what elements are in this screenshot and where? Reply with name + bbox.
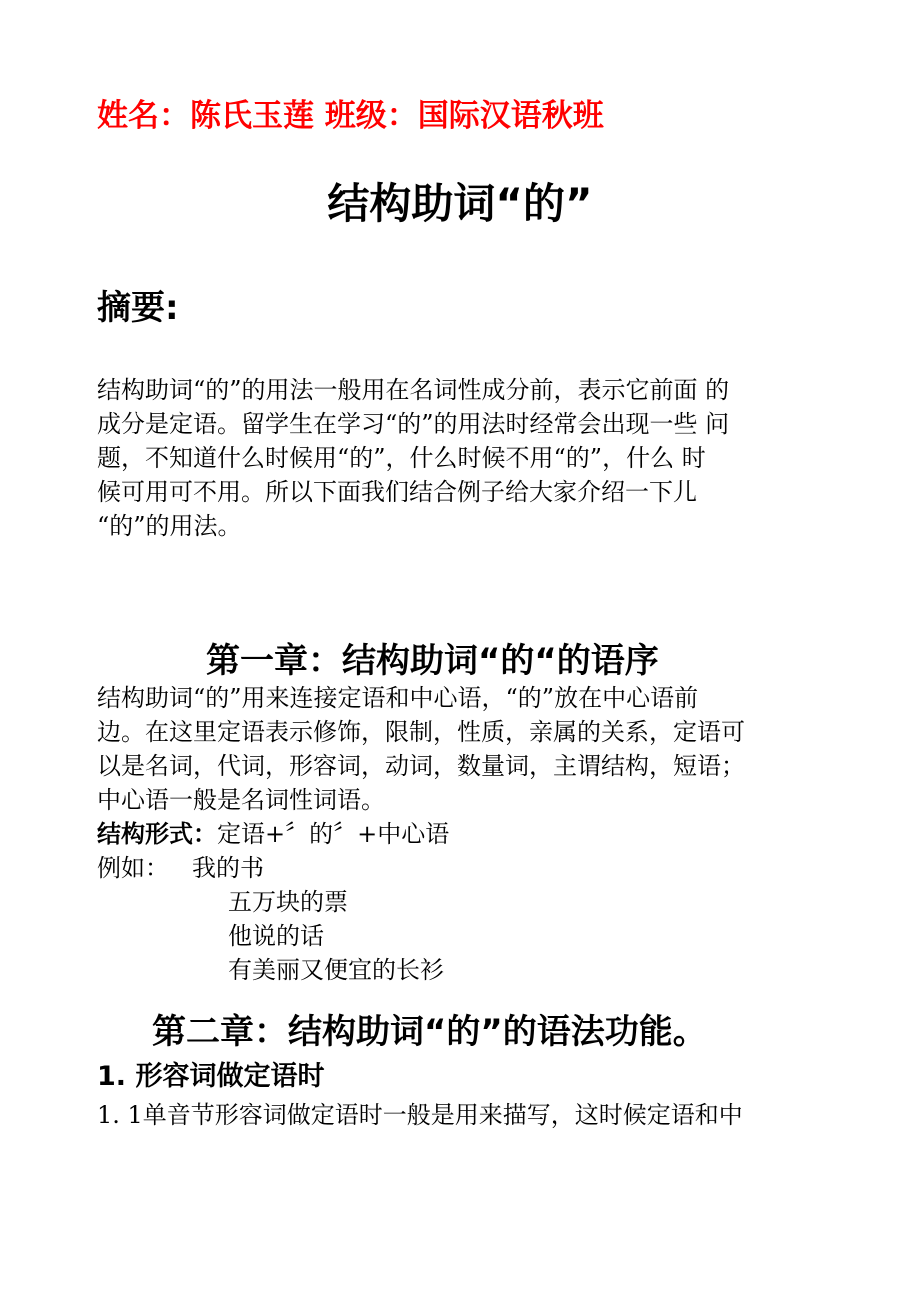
abstract-line: 题，不知道什么时候用“的”，什么时候不用“的”，什么 时 — [97, 444, 706, 472]
section-heading: 1. 形容词做定语时 — [97, 1061, 325, 1092]
example-item: 有美丽又便宜的长衫 — [228, 956, 444, 984]
example-item: 五万块的票 — [228, 888, 348, 916]
example-label: 例如： — [97, 854, 169, 882]
document-title: 结构助词“的” — [327, 179, 593, 228]
abstract-heading: 摘要: — [97, 288, 179, 328]
chapter1-body — [97, 681, 745, 817]
structure-form-value: 定语+〞的〞+中心语 — [217, 820, 450, 848]
abstract-line: 候可用可不用。所以下面我们结合例子给大家介绍一下儿 — [97, 478, 697, 506]
abstract-line: “的”的用法。 — [97, 512, 242, 540]
structure-form — [97, 817, 449, 851]
example-item: 我的书 — [192, 854, 264, 882]
chapter1-line: 中心语一般是名词性词语。 — [97, 786, 385, 814]
chapter1-heading: 第一章：结构助词“的“的语序 — [206, 641, 659, 681]
abstract-line: 成分是定语。留学生在学习“的”的用法时经常会出现一些 问 — [97, 410, 730, 438]
example-item: 他说的话 — [228, 922, 324, 950]
chapter1-line: 边。在这里定语表示修饰，限制，性质，亲属的关系，定语可 — [97, 718, 745, 746]
abstract-line: 结构助词“的”的用法一般用在名词性成分前，表示它前面 的 — [97, 376, 730, 404]
section-body: 1. 1单音节形容词做定语时一般是用来描写，这时候定语和中 — [97, 1101, 743, 1129]
structure-form-label: 结构形式： — [97, 820, 217, 848]
chapter1-line: 结构助词“的”用来连接定语和中心语，“的”放在中心语前 — [97, 684, 699, 712]
student-info: 姓名：陈氏玉莲 班级：国际汉语秋班 — [97, 98, 604, 134]
chapter1-line: 以是名词，代词，形容词，动词，数量词，主谓结构，短语； — [97, 752, 745, 780]
abstract-body — [97, 373, 822, 543]
chapter2-heading: 第二章：结构助词“的”的语法功能。 — [152, 1012, 707, 1052]
